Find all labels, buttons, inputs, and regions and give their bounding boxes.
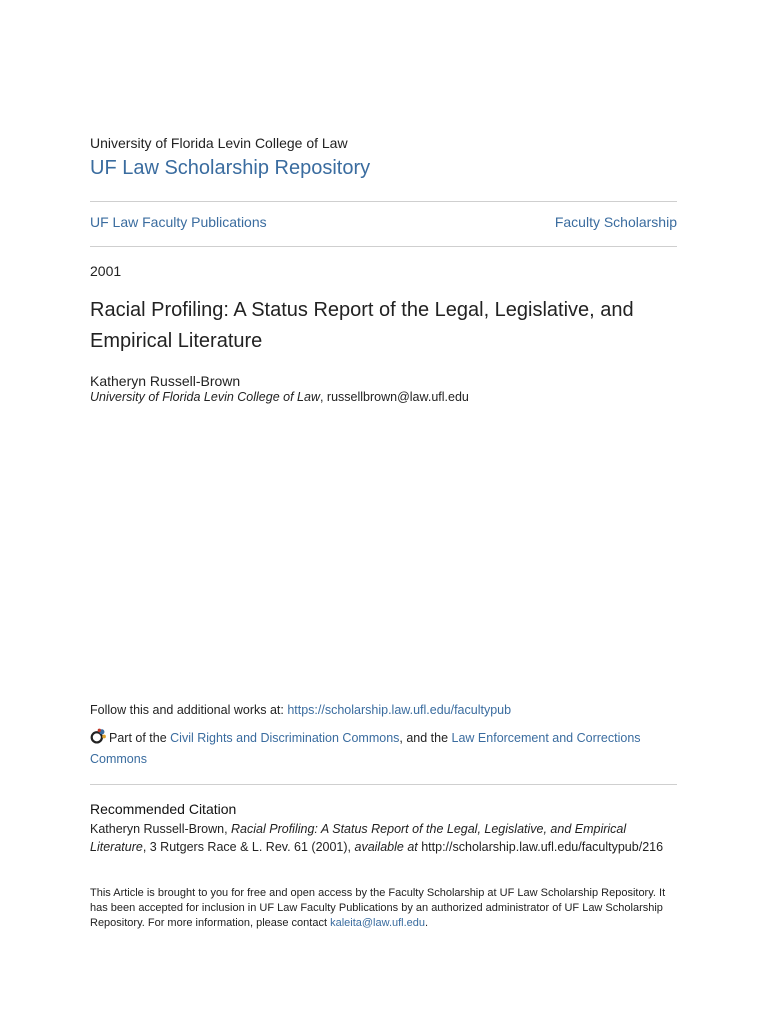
civil-rights-commons-link[interactable]: Civil Rights and Discrimination Commons xyxy=(170,731,400,745)
publication-year: 2001 xyxy=(90,263,122,279)
facultypub-url-link[interactable]: https://scholarship.law.ufl.edu/facultypub xyxy=(287,703,512,717)
access-notice xyxy=(90,886,680,931)
affiliation-name: University of Florida Levin College of Law xyxy=(90,390,320,404)
citation-heading: Recommended Citation xyxy=(90,801,237,817)
follow-line xyxy=(90,703,511,717)
institution-name: University of Florida Levin College of Law xyxy=(90,135,348,151)
article-title: Racial Profiling: A Status Report of the Legal, Legislative, and Empirical Literature xyxy=(90,299,634,352)
nav-divider xyxy=(90,246,677,247)
part-of-prefix: Part of the xyxy=(109,731,171,745)
citation-body xyxy=(90,820,680,856)
affiliation-separator: , xyxy=(319,390,327,404)
citation-author: Katheryn Russell-Brown, xyxy=(90,822,232,836)
citation-available: available at xyxy=(354,840,418,854)
notice-text: This Article is brought to you for free and open access by the Faculty Scholarship at UF Law Scholarship Repository. It has been accepted for inclusion in UF Law Faculty Publications by an authorized administrator of UF Law Scholarship Repository. For more information, please contact xyxy=(90,887,666,929)
part-of-line xyxy=(90,728,680,770)
citation-title: Racial Profiling: A Status Report of the Legal, Legislative, and Empirical Literature xyxy=(90,822,627,854)
repository-link[interactable]: UF Law Scholarship Repository xyxy=(90,157,371,179)
author-email: russellbrown@law.ufl.edu xyxy=(326,390,469,404)
author-name: Katheryn Russell-Brown xyxy=(90,373,241,389)
author-affiliation xyxy=(90,390,469,404)
citation-divider xyxy=(90,784,677,785)
top-divider xyxy=(90,201,677,202)
faculty-scholarship-link[interactable]: Faculty Scholarship xyxy=(554,214,677,230)
citation-url: http://scholarship.law.ufl.edu/facultypub/216 xyxy=(417,840,664,854)
faculty-publications-link[interactable]: UF Law Faculty Publications xyxy=(90,214,267,230)
follow-prefix: Follow this and additional works at: xyxy=(90,703,288,717)
commons-network-icon xyxy=(90,728,107,745)
notice-end: . xyxy=(425,917,429,929)
law-enforcement-commons-link[interactable]: Law Enforcement and Corrections Commons xyxy=(90,731,641,766)
contact-email-link[interactable]: kaleita@law.ufl.edu xyxy=(330,917,426,929)
part-of-middle: , and the xyxy=(399,731,452,745)
citation-details: , 3 Rutgers Race & L. Rev. 61 (2001), xyxy=(142,840,355,854)
